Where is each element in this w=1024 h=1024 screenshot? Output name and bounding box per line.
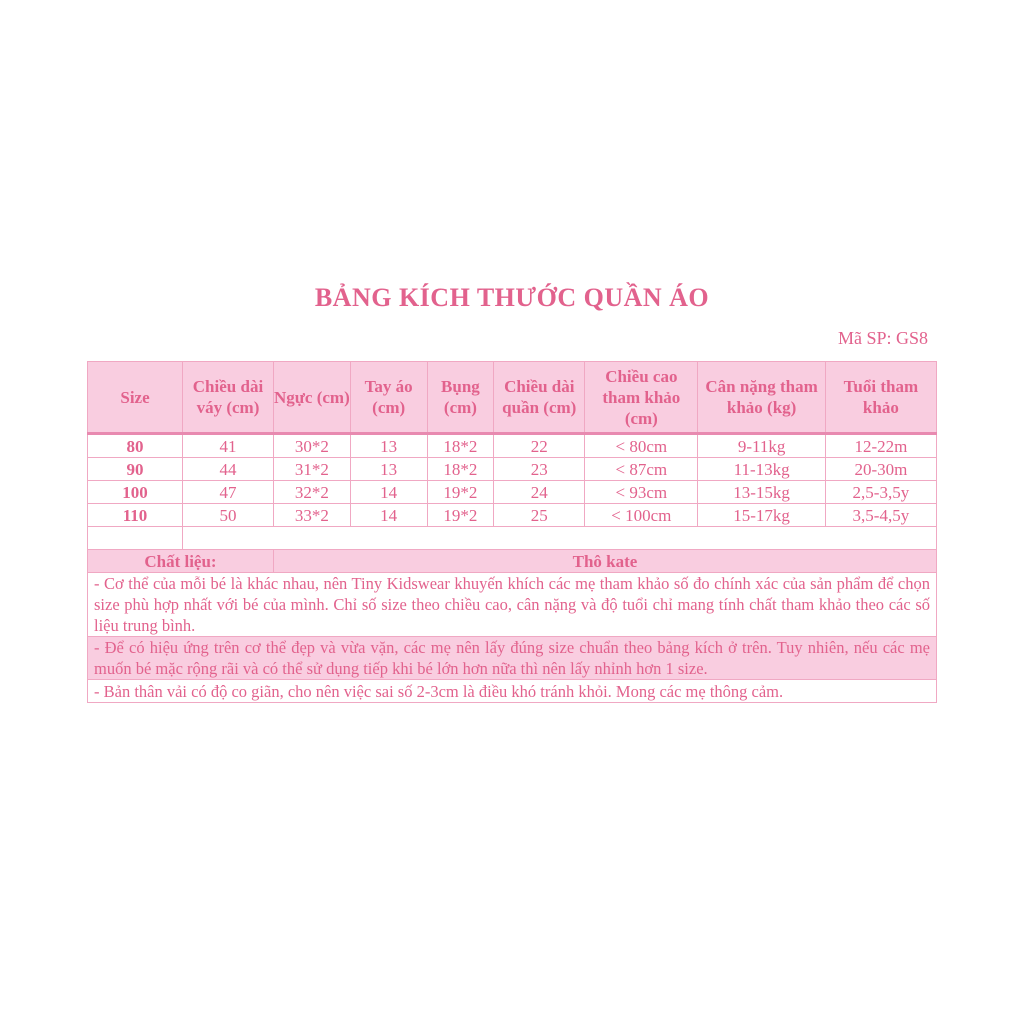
- header-height: Chiều cao tham khảo (cm): [585, 362, 698, 434]
- product-code: Mã SP: GS8: [837, 328, 928, 348]
- size-chart-table: [87, 361, 937, 703]
- table-cell: 32*2: [273, 481, 350, 504]
- table-cell: 14: [350, 504, 427, 527]
- header-age: Tuổi tham khảo: [825, 362, 936, 434]
- table-cell: 11-13kg: [698, 458, 825, 481]
- table-cell: 9-11kg: [698, 434, 825, 458]
- table-cell: 33*2: [273, 504, 350, 527]
- note-text: - Cơ thể của mỗi bé là khác nhau, nên Tiny Kidswear khuyến khích các mẹ tham khảo số đo chính xác của sản phẩm để chọn size phù hợp nhất với bé của mình. Chỉ số size theo chiều cao, cân nặng và độ tuổi chỉ mang tính chất tham khảo theo các số liệu trung bình.: [88, 573, 937, 637]
- table-cell: 24: [494, 481, 585, 504]
- table-cell: 30*2: [273, 434, 350, 458]
- header-dress-length: Chiều dài váy (cm): [183, 362, 274, 434]
- table-row: [88, 481, 937, 504]
- header-sleeve: Tay áo (cm): [350, 362, 427, 434]
- header-weight: Cân nặng tham khảo (kg): [698, 362, 825, 434]
- page-title: BẢNG KÍCH THƯỚC QUẦN ÁO: [314, 283, 710, 312]
- note-row: [88, 573, 937, 637]
- cell-size: 100: [88, 481, 183, 504]
- table-cell: 50: [183, 504, 274, 527]
- blank-row: [88, 527, 937, 550]
- table-cell: 13: [350, 458, 427, 481]
- material-label: Chất liệu:: [88, 550, 274, 573]
- table-cell: 19*2: [427, 481, 494, 504]
- table-cell: 23: [494, 458, 585, 481]
- cell-size: 90: [88, 458, 183, 481]
- blank-cell: [183, 527, 937, 550]
- note-row: [88, 637, 937, 680]
- table-cell: < 93cm: [585, 481, 698, 504]
- note-text: - Để có hiệu ứng trên cơ thể đẹp và vừa vặn, các mẹ nên lấy đúng size chuẩn theo bảng kích ở trên. Tuy nhiên, nếu các mẹ muốn bé mặc rộng rãi và có thể sử dụng tiếp khi bé lớn hơn nữa thì nên lấy nhỉnh hơn 1 size.: [88, 637, 937, 680]
- table-cell: 2,5-3,5y: [825, 481, 936, 504]
- header-chest: Ngực (cm): [273, 362, 350, 434]
- table-cell: 14: [350, 481, 427, 504]
- table-cell: < 80cm: [585, 434, 698, 458]
- table-cell: 41: [183, 434, 274, 458]
- header-row: [88, 362, 937, 434]
- header-waist: Bụng (cm): [427, 362, 494, 434]
- table-cell: 15-17kg: [698, 504, 825, 527]
- header-pants-length: Chiều dài quần (cm): [494, 362, 585, 434]
- note-row: [88, 680, 937, 703]
- note-text: - Bản thân vải có độ co giãn, cho nên việc sai số 2-3cm là điều khó tránh khỏi. Mong các mẹ thông cảm.: [88, 680, 937, 703]
- blank-cell: [88, 527, 183, 550]
- table-cell: 19*2: [427, 504, 494, 527]
- header-size: Size: [88, 362, 183, 434]
- table-cell: 12-22m: [825, 434, 936, 458]
- cell-size: 80: [88, 434, 183, 458]
- table-row: [88, 434, 937, 458]
- table-cell: 20-30m: [825, 458, 936, 481]
- table-cell: 47: [183, 481, 274, 504]
- table-cell: 25: [494, 504, 585, 527]
- table-cell: < 87cm: [585, 458, 698, 481]
- table-row: [88, 458, 937, 481]
- table-cell: 44: [183, 458, 274, 481]
- table-cell: 31*2: [273, 458, 350, 481]
- table-cell: 13: [350, 434, 427, 458]
- table-row: [88, 504, 937, 527]
- table-cell: 13-15kg: [698, 481, 825, 504]
- table-cell: 18*2: [427, 434, 494, 458]
- material-row: [88, 550, 937, 573]
- table-cell: 22: [494, 434, 585, 458]
- table-cell: < 100cm: [585, 504, 698, 527]
- material-value: Thô kate: [273, 550, 936, 573]
- cell-size: 110: [88, 504, 183, 527]
- table-cell: 3,5-4,5y: [825, 504, 936, 527]
- table-cell: 18*2: [427, 458, 494, 481]
